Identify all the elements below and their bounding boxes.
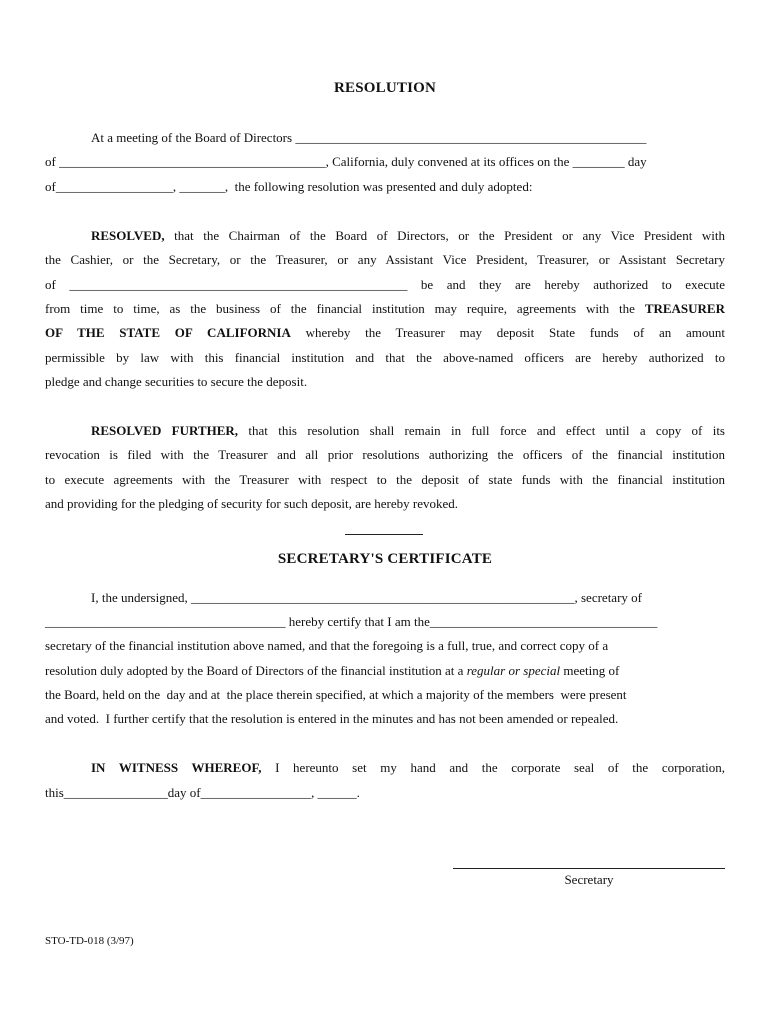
resolved-lead: RESOLVED, — [91, 228, 165, 243]
witness-line-2: this________________day of_________________, ______. — [45, 785, 360, 800]
witness-line-1-text: I hereunto set my hand and the corporate seal of the corporation, — [261, 760, 725, 775]
resolved-line-1 — [91, 228, 725, 244]
witness-line-1 — [91, 760, 725, 776]
resolved-line-2: the Cashier, or the Secretary, or the Treasurer, or any Assistant Vice President, Treasurer, or Assistant Secretary — [45, 252, 725, 267]
witness-lead: IN WITNESS WHEREOF, — [91, 760, 262, 775]
signature-line — [453, 868, 725, 869]
resolved-further-line-4: and providing for the pledging of security for such deposit, are hereby revoked. — [45, 496, 458, 511]
certificate-line-3: secretary of the financial institution above named, and that the foregoing is a full, true, and correct copy of a — [45, 638, 609, 653]
certificate-line-4-text: resolution duly adopted by the Board of Directors of the financial institution at a — [45, 663, 467, 678]
meeting-line-2: of _________________________________________, California, duly convened at its offices on the ________ day — [45, 154, 647, 169]
resolved-line-7: pledge and change securities to secure the deposit. — [45, 374, 308, 389]
resolved-further-line-1-text: that this resolution shall remain in full force and effect until a copy of its — [238, 423, 725, 438]
certificate-line-4-end: meeting of — [560, 663, 620, 678]
resolved-further-line-3: to execute agreements with the Treasurer with respect to the deposit of state funds with the financial institution — [45, 472, 725, 487]
meeting-line-3: of__________________, _______, the following resolution was presented and duly adopted: — [45, 179, 533, 194]
resolution-title: RESOLUTION — [333, 80, 437, 96]
regular-or-special-italic: regular or special — [466, 663, 561, 678]
certificate-line-1: I, the undersigned, ___________________________________________________________, secretary of — [91, 590, 642, 605]
meeting-line-1: At a meeting of the Board of Directors ______________________________________________________ — [91, 130, 647, 145]
certificate-line-2: _____________________________________ hereby certify that I am the___________________________________ — [45, 614, 658, 629]
resolved-line-4-text: from time to time, as the business of the financial institution may require, agreements with the — [45, 301, 645, 316]
signature-label: Secretary — [564, 872, 614, 887]
state-of-california-bold: OF THE STATE OF CALIFORNIA — [45, 325, 291, 340]
treasurer-bold: TREASURER — [644, 301, 725, 316]
form-id: STO-TD-018 (3/97) — [45, 935, 134, 947]
certificate-line-4 — [45, 663, 725, 679]
resolved-line-3: of ____________________________________________________ be and they are hereby authorized to execute — [45, 277, 725, 292]
resolved-line-5-text: whereby the Treasurer may deposit State funds of an amount — [290, 325, 725, 340]
section-separator — [345, 534, 423, 535]
resolved-further-lead: RESOLVED FURTHER, — [91, 423, 239, 438]
resolved-line-1-text: that the Chairman of the Board of Directors, or the President or any Vice President with — [164, 228, 725, 243]
resolved-line-4 — [45, 301, 725, 317]
resolved-further-line-1 — [91, 423, 725, 439]
resolved-line-6: permissible by law with this financial institution and that the above-named officers are hereby authorized to — [45, 350, 725, 365]
certificate-title: SECRETARY'S CERTIFICATE — [277, 551, 493, 567]
certificate-line-6: and voted. I further certify that the resolution is entered in the minutes and has not been amended or repealed. — [45, 711, 619, 726]
resolved-line-5 — [45, 325, 725, 341]
certificate-line-5: the Board, held on the day and at the place therein specified, at which a majority of the members were present — [45, 687, 627, 702]
resolved-further-line-2: revocation is filed with the Treasurer and all prior resolutions authorizing the officers of the financial institution — [45, 447, 725, 462]
